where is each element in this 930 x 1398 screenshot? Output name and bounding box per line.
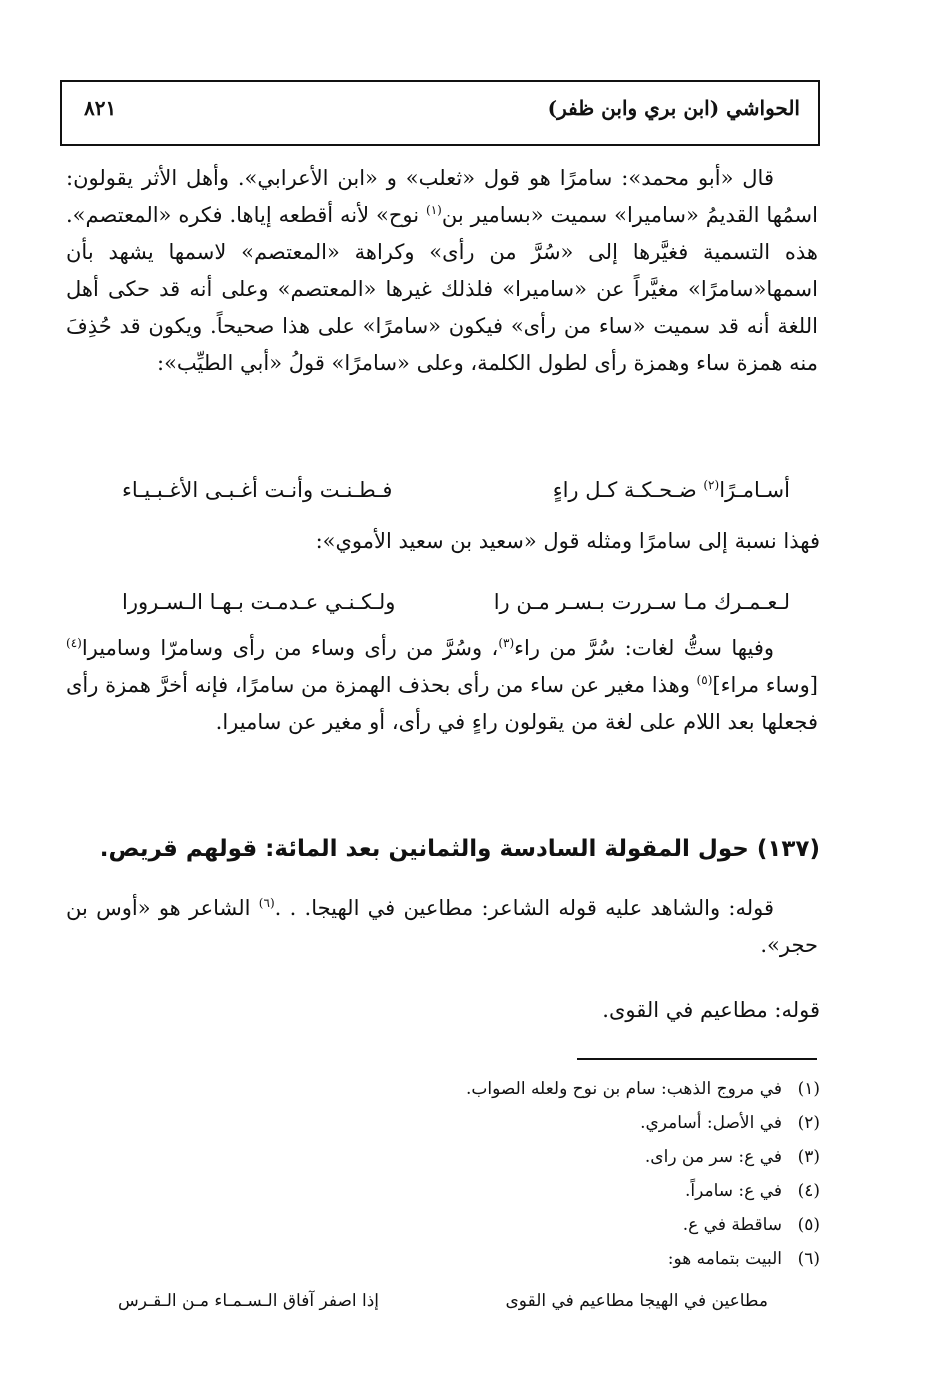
footnotes-list — [466, 1072, 820, 1276]
footnote-separator — [577, 1058, 817, 1060]
verse-abu-al-tayyib — [100, 470, 790, 510]
verse1-second-hemistich: فـطـنـت وأنـت أغـبـى الأغـبـيـاء — [122, 478, 393, 502]
verse2-second-hemistich: ولـكـنـي عـدمـت بـهـا الـسـرورا — [122, 590, 396, 614]
footnote-verse — [118, 1284, 768, 1318]
footnote-ref-5[interactable]: (٥) — [696, 673, 713, 687]
footnote-ref-4[interactable]: (٤) — [66, 636, 82, 650]
footnote-ref-1[interactable]: (١) — [426, 203, 442, 217]
footnote-ref-2[interactable]: (٢) — [703, 478, 720, 492]
verse-said-al-amawi — [100, 582, 790, 622]
footnote-ref-3[interactable]: (٣) — [498, 636, 515, 650]
paragraph1-rest: نوح» لأنه أقطعه إياها. فكره «المعتصم». هذه التسمية فغيَّرها إلى «سُرَّ من رأى» وكراهة «المعتصم» لاسمها يشهد بأن اسمها«سامرًا» مغيَّراً عن «ساميرا» فلذلك غيرها «المعتصم» وعلى أنه قد حكى أهل اللغة أنه قد سميت «ساء من رأى» فيكون «سامرًا» على هذا صحيحاً. ويكون قد حُذِفَ منه همزة ساء وهمزة رأى لطول الكلمة، وعلى «سامرًا» قولُ «أبي الطيِّب»: — [66, 203, 818, 375]
verse1-first-hemistich: أسـامـرًا$^{(٢)}$ ضـحـكـة كـل راءٍ — [552, 478, 790, 502]
verse2-first-hemistich: لـعـمـرك مـا سـررت بـسـر مـن را — [493, 590, 790, 614]
footnote-item: (٣)في ع: سر من راى. — [644, 1147, 820, 1167]
footnote-ref-6[interactable]: (٦) — [258, 896, 275, 910]
paragraph-mataim: قوله: مطاعيم في القوى. — [602, 998, 820, 1022]
footnote-verse-second-hemistich: إذا اصفر آفاق الـسـمـاء مـن الـقـرس — [118, 1291, 380, 1311]
footnote-item: (٤)في ع: سامراً. — [684, 1181, 820, 1201]
paragraph1-text: قال «أبو محمد»: سامرًا هو قول «ثعلب» و «ابن الأعرابي». وأهل الأثر يقولون: اسمُها القديمُ «ساميرا» سميت «بسامير بن — [66, 166, 818, 227]
footnote-item: (٢)في الأصل: أسامري. — [640, 1113, 820, 1133]
running-header — [60, 80, 820, 146]
section-heading: (١٣٧) حول المقولة السادسة والثمانين بعد المائة: قولهم قريص. — [99, 836, 820, 862]
footnote-item: (٥)ساقطة في ع. — [682, 1215, 820, 1235]
paragraph-poet: قوله: والشاهد عليه قوله الشاعر: مطاعين في الهيجا. . .$^{(٦)}$ الشاعر هو «أوس بن حجر». — [66, 896, 818, 957]
paragraph-samarra-name — [66, 160, 818, 382]
header-title: الحواشي (ابن بري وابن ظفر) — [547, 96, 800, 120]
footnote-item: (١)في مروج الذهب: سام بن نوح ولعله الصواب. — [465, 1079, 820, 1099]
line-after-verse1: فهذا نسبة إلى سامرًا ومثله قول «سعيد بن سعيد الأموي»: — [315, 529, 820, 553]
footnote-verse-first-hemistich: مطاعين في الهيجا مطاعيم في القوى — [505, 1291, 768, 1311]
paragraph-six-forms: وفيها ستُّ لغات: سُرَّ من راء$^{(٣)}$، وسُرَّ من رأى وساء من رأى وسامرّا وساميرا$^{(٤)}$[وساء مراء]$^{(٥)}$ وهذا مغير عن ساء من رأى بحذف الهمزة من سامرًا، فإنه أخرَّ همزة رأى فجعلها بعد اللام على لغة من يقولون راءٍ في رأى، أو مغير عن ساميرا. — [66, 636, 818, 734]
footnote-item: (٦)البيت بتمامه هو: — [667, 1249, 820, 1269]
page-number: ٨٢١ — [84, 96, 117, 120]
